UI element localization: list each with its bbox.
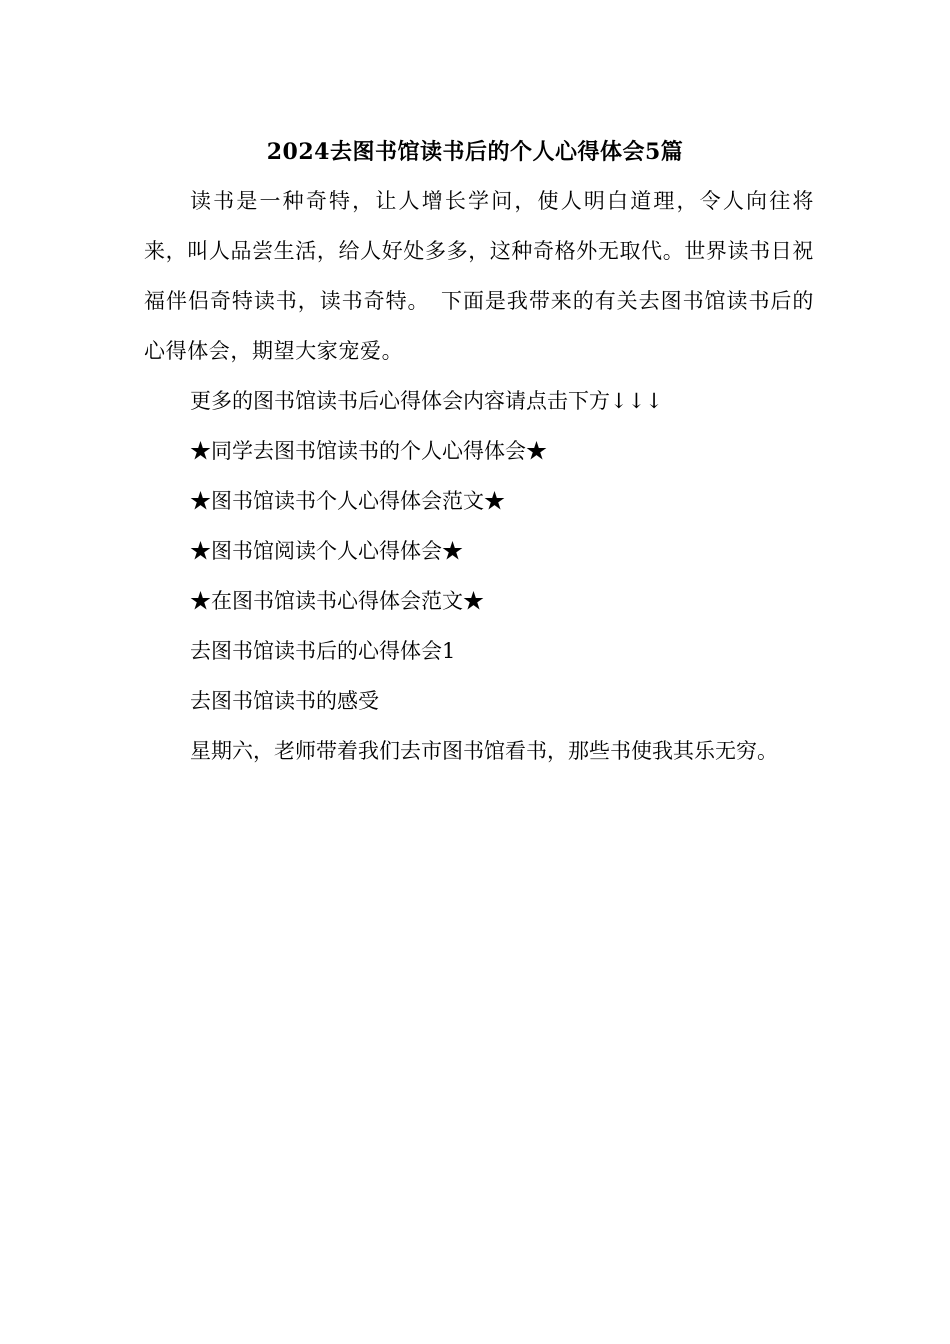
- section-heading: 去图书馆读书后的心得体会1: [190, 639, 456, 663]
- section-first-line: 星期六，老师带着我们去市图书馆看书，那些书使我其乐无穷。: [190, 739, 778, 763]
- link-reading-in-library-sample[interactable]: ★在图书馆读书心得体会范文★: [190, 589, 484, 613]
- document-title: 2024去图书馆读书后的个人心得体会5篇: [266, 139, 684, 165]
- link-classmate-library-reading[interactable]: ★同学去图书馆读书的个人心得体会★: [190, 439, 547, 463]
- link-library-reading-personal[interactable]: ★图书馆阅读个人心得体会★: [190, 539, 463, 563]
- more-content-prompt: 更多的图书馆读书后心得体会内容请点击下方↓↓↓: [190, 389, 663, 413]
- link-library-reading-sample[interactable]: ★图书馆读书个人心得体会范文★: [190, 489, 505, 513]
- section-subheading: 去图书馆读书的感受: [190, 689, 379, 713]
- intro-paragraph: 读书是一种奇特，让人增长学问，使人明白道理，令人向往将来，叫人品尝生活，给人好处多多，这种奇格外无取代。世界读书日祝福伴侣奇特读书，读书奇特。 下面是我带来的有关去图书馆读书后的心得体会，期望大家宠爱。: [144, 189, 814, 363]
